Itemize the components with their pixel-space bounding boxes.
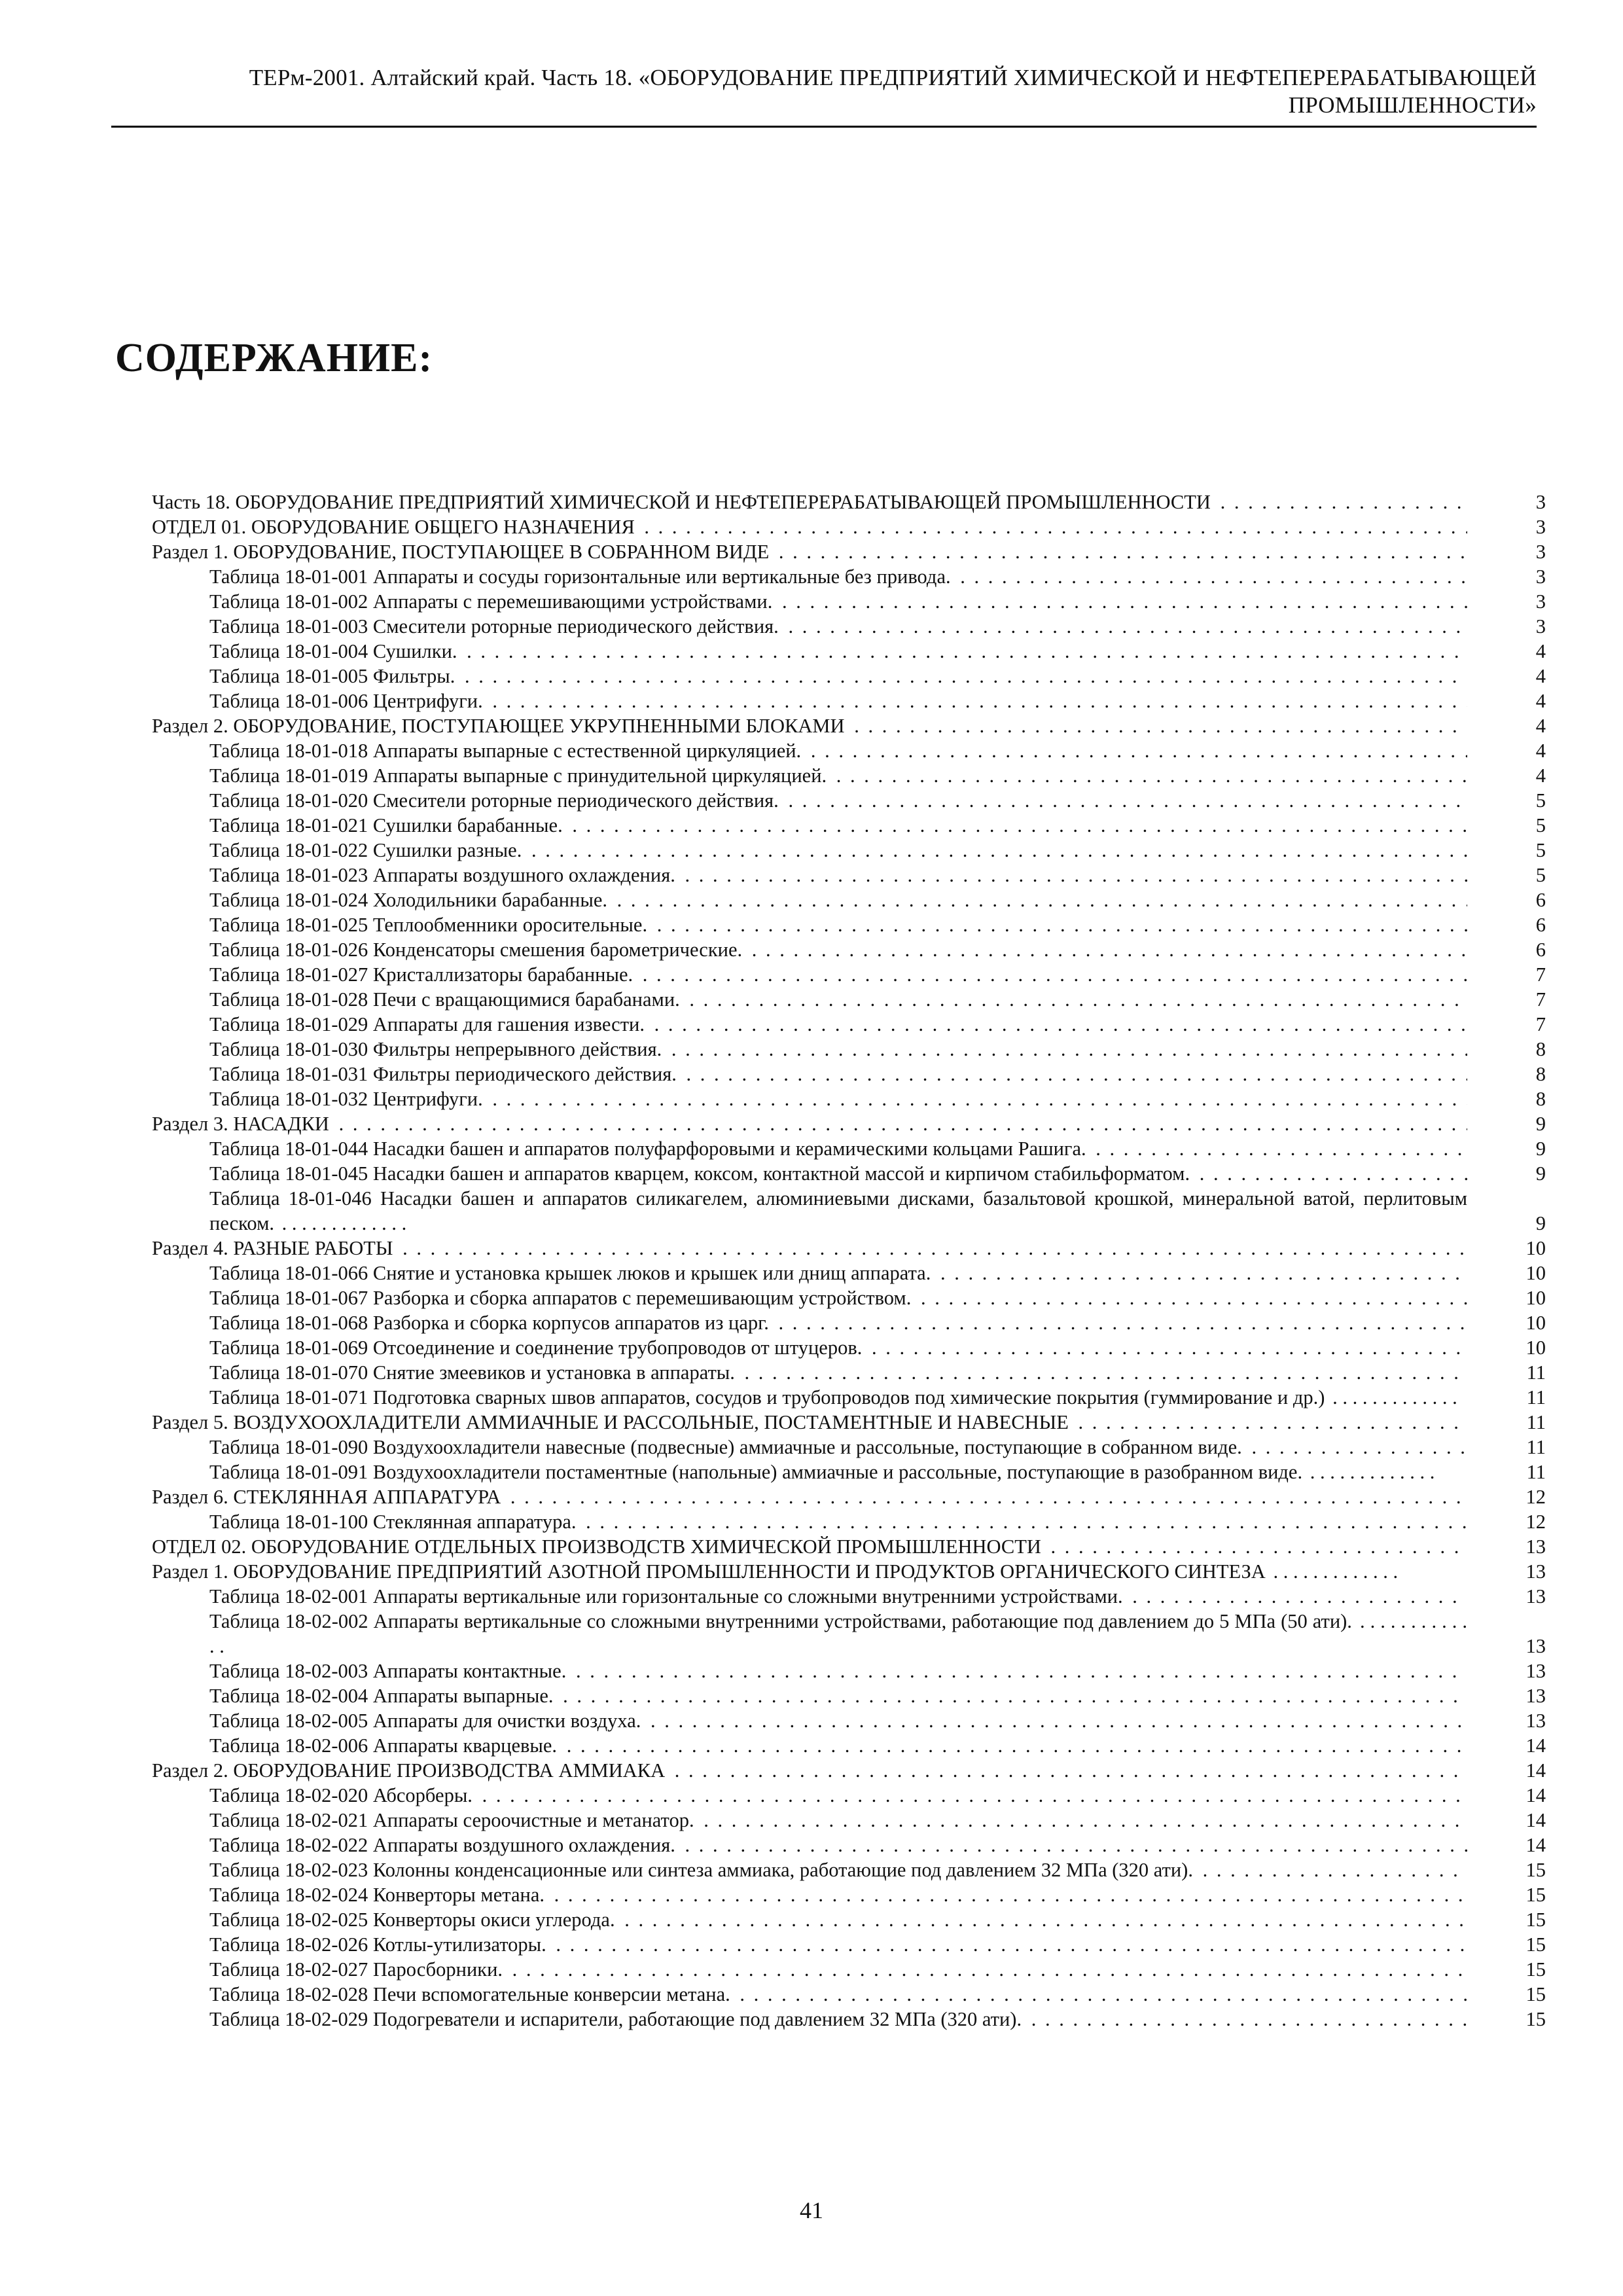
toc-entry[interactable]	[152, 1111, 1546, 1136]
toc-entry[interactable]	[152, 539, 1546, 564]
toc-entry-title: Таблица 18-01-069 Отсоединение и соединение трубопроводов от штуцеров.	[209, 1336, 865, 1359]
toc-entry-page: 13	[1525, 1585, 1546, 1607]
toc-entry[interactable]	[152, 987, 1546, 1012]
toc-entry[interactable]	[152, 1136, 1546, 1161]
toc-entry[interactable]	[152, 1857, 1546, 1882]
toc-entry-title: Раздел 2. ОБОРУДОВАНИЕ, ПОСТУПАЮЩЕЕ УКРУПНЕННЫМИ БЛОКАМИ	[152, 715, 847, 737]
contents-heading: СОДЕРЖАНИЕ:	[115, 336, 433, 380]
table-of-contents	[152, 490, 1546, 2032]
toc-entry-page: 6	[1535, 889, 1546, 911]
toc-entry-title: Таблица 18-01-001 Аппараты и сосуды горизонтальные или вертикальные без привода.	[209, 565, 954, 588]
toc-entry[interactable]	[152, 1907, 1546, 1932]
toc-entry-title: Таблица 18-02-001 Аппараты вертикальные или горизонтальные со сложными внутренними устройствами.	[209, 1585, 1126, 1607]
running-header-line-1: ТЕРм-2001. Алтайский край. Часть 18. «ОБОРУДОВАНИЕ ПРЕДПРИЯТИЙ ХИМИЧЕСКОЙ И НЕФТЕПЕРЕРАБАТЫВАЮЩЕЙ	[249, 65, 1537, 90]
toc-entry-title: Таблица 18-02-004 Аппараты выпарные.	[209, 1685, 556, 1707]
toc-entry-title: Таблица 18-01-100 Стеклянная аппаратура.	[209, 1511, 579, 1533]
toc-entry-page: 12	[1525, 1511, 1546, 1533]
toc-entry-title: Таблица 18-01-026 Конденсаторы смешения барометрические.	[209, 939, 745, 961]
toc-entry-page: 7	[1535, 988, 1546, 1011]
toc-entry-title: Таблица 18-02-003 Аппараты контактные.	[209, 1660, 569, 1682]
toc-entry[interactable]	[152, 1360, 1546, 1385]
toc-entry-title: Таблица 18-02-029 Подогреватели и испарители, работающие под давлением 32 МПа (320 ати).	[209, 2008, 1024, 2030]
toc-entry[interactable]	[152, 1584, 1546, 1609]
toc-entry-title: Таблица 18-02-021 Аппараты сероочистные и метанатор.	[209, 1809, 697, 1831]
toc-entry-title: Таблица 18-01-027 Кристаллизаторы барабанные.	[209, 963, 635, 986]
toc-entry-page: 11	[1526, 1386, 1546, 1408]
toc-entry[interactable]	[152, 614, 1546, 639]
toc-entry-page: 4	[1535, 740, 1546, 762]
toc-entry[interactable]	[152, 514, 1546, 539]
toc-entry-title: Таблица 18-01-002 Аппараты с перемешивающими устройствами.	[209, 590, 775, 613]
toc-entry-title: Таблица 18-02-002 Аппараты вертикальные со сложными внутренними устройствами, работающие под давлением до 5 МПа (50 ати).	[209, 1610, 1355, 1632]
toc-entry-title: Таблица 18-01-021 Сушилки барабанные.	[209, 814, 565, 836]
toc-entry-title: Таблица 18-02-006 Аппараты кварцевые.	[209, 1734, 560, 1757]
toc-entry[interactable]	[152, 1783, 1546, 1808]
toc-entry-page: 15	[1525, 1958, 1546, 1981]
toc-entry-title: Таблица 18-01-068 Разборка и сборка корпусов аппаратов из царг.	[209, 1312, 772, 1334]
toc-entry[interactable]	[152, 1982, 1546, 2007]
toc-entry[interactable]	[152, 1037, 1546, 1062]
toc-entry[interactable]	[152, 1534, 1546, 1559]
toc-entry-page: 13	[1525, 1685, 1546, 1707]
toc-entry-page: 11	[1526, 1461, 1546, 1483]
toc-entry-page: 15	[1525, 1859, 1546, 1881]
toc-entry-page: 6	[1535, 939, 1546, 961]
toc-entry[interactable]	[152, 813, 1546, 838]
toc-entry-page: 10	[1525, 1312, 1546, 1334]
toc-entry[interactable]	[152, 1932, 1546, 1957]
toc-entry-page: 4	[1535, 640, 1546, 662]
toc-entry[interactable]	[152, 1310, 1546, 1335]
toc-entry[interactable]: Таблица 18-01-046 Насадки башен и аппаратов силикагелем, алюминиевыми дисками, базальтовой крошкой, минеральной ватой, перлитовым песком. . . . . . . . . . . . . . 9	[209, 1187, 1546, 1234]
toc-entry[interactable]	[152, 1708, 1546, 1733]
toc-entry-page: 14	[1525, 1809, 1546, 1831]
toc-entry-page: 5	[1535, 839, 1546, 861]
toc-entry[interactable]	[152, 788, 1546, 813]
toc-entry[interactable]	[152, 1957, 1546, 1982]
toc-entry-title: Раздел 1. ОБОРУДОВАНИЕ ПРЕДПРИЯТИЙ АЗОТНОЙ ПРОМЫШЛЕННОСТИ И ПРОДУКТОВ ОРГАНИЧЕСКОГО СИНТЕЗА	[152, 1560, 1268, 1583]
toc-entry-title: Таблица 18-01-066 Снятие и установка крышек люков и крышек или днищ аппарата.	[209, 1262, 933, 1284]
toc-entry[interactable]	[152, 1062, 1546, 1086]
toc-entry-title: Раздел 2. ОБОРУДОВАНИЕ ПРОИЗВОДСТВА АММИАКА	[152, 1759, 668, 1782]
toc-entry[interactable]	[152, 912, 1546, 937]
toc-entry-page: 14	[1525, 1734, 1546, 1757]
toc-entry-page: 9	[1535, 1162, 1546, 1185]
toc-entry[interactable]	[152, 713, 1546, 738]
running-header	[111, 64, 1537, 119]
toc-entry[interactable]	[152, 1012, 1546, 1037]
toc-entry-title: Таблица 18-01-023 Аппараты воздушного охлаждения.	[209, 864, 678, 886]
toc-entry[interactable]	[152, 664, 1546, 689]
toc-entry[interactable]	[152, 490, 1546, 514]
toc-entry[interactable]	[152, 639, 1546, 664]
toc-entry-title: Таблица 18-01-020 Смесители роторные периодического действия.	[209, 789, 781, 812]
toc-entry-page: 13	[1525, 1710, 1546, 1732]
toc-entry-title: Таблица 18-02-027 Паросборники.	[209, 1958, 505, 1981]
running-header-line-2: ПРОМЫШЛЕННОСТИ»	[1288, 92, 1537, 118]
toc-entry-page: 4	[1535, 764, 1546, 787]
toc-entry-page: 13	[1525, 1560, 1546, 1583]
toc-entry[interactable]	[152, 838, 1546, 863]
toc-entry-page: 10	[1525, 1336, 1546, 1359]
toc-entry-page: 3	[1535, 590, 1546, 613]
toc-entry-title: Таблица 18-01-022 Сушилки разные.	[209, 839, 524, 861]
toc-entry-title: Таблица 18-01-091 Воздухоохладители постаментные (напольные) аммиачные и рассольные, поступающие в разобранном виде.	[209, 1461, 1305, 1483]
toc-entry-title: Таблица 18-01-018 Аппараты выпарные с естественной циркуляцией.	[209, 740, 804, 762]
toc-entry[interactable]	[152, 962, 1546, 987]
toc-entry-title: Таблица 18-01-004 Сушилки.	[209, 640, 460, 662]
toc-entry-page: 4	[1535, 690, 1546, 712]
toc-entry-title: Таблица 18-01-024 Холодильники барабанные.	[209, 889, 610, 911]
toc-entry-title: Таблица 18-01-032 Центрифуги.	[209, 1088, 486, 1110]
header-divider	[111, 126, 1537, 128]
toc-entry-title: Таблица 18-01-029 Аппараты для гашения извести.	[209, 1013, 647, 1035]
toc-entry-page: 11	[1526, 1436, 1546, 1458]
toc-entry[interactable]	[152, 1882, 1546, 1907]
toc-entry-title: Таблица 18-01-006 Центрифуги.	[209, 690, 486, 712]
toc-entry[interactable]	[152, 1086, 1546, 1111]
toc-entry-title: Таблица 18-01-044 Насадки башен и аппаратов полуфарфоровыми и керамическими кольцами Рашига.	[209, 1138, 1089, 1160]
toc-entry-title: Таблица 18-02-024 Конверторы метана.	[209, 1884, 547, 1906]
toc-entry-title: Раздел 4. РАЗНЫЕ РАБОТЫ	[152, 1237, 396, 1259]
toc-entry-page: 4	[1535, 715, 1546, 737]
toc-entry-title: Таблица 18-02-020 Абсорберы.	[209, 1784, 475, 1806]
toc-entry-page: 13	[1525, 1635, 1546, 1657]
toc-entry-page: 8	[1535, 1063, 1546, 1085]
toc-entry-title: Таблица 18-01-019 Аппараты выпарные с принудительной циркуляцией.	[209, 764, 829, 787]
toc-entry-page: 15	[1525, 1884, 1546, 1906]
toc-entry-page: 9	[1535, 1212, 1546, 1234]
page-number: 41	[800, 2197, 823, 2223]
toc-entry-title: Таблица 18-01-003 Смесители роторные периодического действия.	[209, 615, 781, 637]
toc-entry-title: Таблица 18-01-028 Печи с вращающимися барабанами.	[209, 988, 683, 1011]
toc-entry[interactable]	[152, 1683, 1546, 1708]
toc-entry[interactable]	[152, 1659, 1546, 1683]
toc-entry[interactable]	[152, 1758, 1546, 1783]
toc-entry[interactable]	[152, 1236, 1546, 1261]
toc-entry-page: 3	[1535, 615, 1546, 637]
toc-entry[interactable]	[152, 1285, 1546, 1310]
toc-entry-page: 5	[1535, 864, 1546, 886]
toc-entry-page: 3	[1535, 541, 1546, 563]
toc-entry-page: 7	[1535, 963, 1546, 986]
toc-entry-title: Раздел 3. НАСАДКИ	[152, 1113, 332, 1135]
toc-entry-title: Часть 18. ОБОРУДОВАНИЕ ПРЕДПРИЯТИЙ ХИМИЧЕСКОЙ И НЕФТЕПЕРЕРАБАТЫВАЮЩЕЙ ПРОМЫШЛЕННОСТИ	[152, 491, 1213, 513]
toc-entry-page: 14	[1525, 1784, 1546, 1806]
toc-entry[interactable]	[152, 1808, 1546, 1833]
toc-entry[interactable]	[152, 738, 1546, 763]
toc-entry-title: Раздел 1. ОБОРУДОВАНИЕ, ПОСТУПАЮЩЕЕ В СОБРАННОМ ВИДЕ	[152, 541, 772, 563]
toc-entry-title: Раздел 6. СТЕКЛЯННАЯ АППАРАТУРА	[152, 1486, 503, 1508]
toc-entry-title: Таблица 18-01-070 Снятие змеевиков и установка в аппараты.	[209, 1361, 738, 1384]
toc-entry-page: 11	[1526, 1361, 1546, 1384]
toc-entry[interactable]	[152, 2007, 1546, 2032]
toc-entry[interactable]: Таблица 18-02-002 Аппараты вертикальные со сложными внутренними устройствами, работающие под давлением до 5 МПа (50 ати). . . . . . . . . . . . . . 13	[209, 1610, 1546, 1657]
toc-entry-page: 3	[1535, 565, 1546, 588]
toc-entry-page: 13	[1525, 1535, 1546, 1558]
toc-entry-page: 5	[1535, 789, 1546, 812]
toc-entry-title: ОТДЕЛ 02. ОБОРУДОВАНИЕ ОТДЕЛЬНЫХ ПРОИЗВОДСТВ ХИМИЧЕСКОЙ ПРОМЫШЛЕННОСТИ	[152, 1535, 1044, 1558]
toc-entry[interactable]	[152, 1410, 1546, 1435]
toc-entry-page: 12	[1525, 1486, 1546, 1508]
toc-entry[interactable]	[152, 763, 1546, 788]
toc-entry-page: 8	[1535, 1088, 1546, 1110]
toc-entry-title: Таблица 18-02-028 Печи вспомогательные конверсии метана.	[209, 1983, 733, 2005]
toc-entry[interactable]	[152, 589, 1546, 614]
toc-entry-page: 9	[1535, 1113, 1546, 1135]
toc-entry[interactable]	[152, 1833, 1546, 1857]
toc-entry-title: Таблица 18-01-031 Фильтры периодического действия.	[209, 1063, 679, 1085]
toc-entry[interactable]	[152, 1509, 1546, 1534]
toc-entry[interactable]	[152, 1335, 1546, 1360]
toc-entry[interactable]	[152, 1484, 1546, 1509]
toc-entry[interactable]	[152, 564, 1546, 589]
toc-entry-title: Таблица 18-02-022 Аппараты воздушного охлаждения.	[209, 1834, 678, 1856]
toc-entry-page: 15	[1525, 1983, 1546, 2005]
toc-entry-page: 14	[1525, 1759, 1546, 1782]
toc-entry-page: 3	[1535, 491, 1546, 513]
toc-entry-title: Таблица 18-01-025 Теплообменники оросительные.	[209, 914, 650, 936]
toc-entry[interactable]	[152, 689, 1546, 713]
toc-entry-title: ОТДЕЛ 01. ОБОРУДОВАНИЕ ОБЩЕГО НАЗНАЧЕНИЯ	[152, 516, 637, 538]
toc-entry-page: 15	[1525, 1909, 1546, 1931]
toc-entry-title: Таблица 18-01-067 Разборка и сборка аппаратов с перемешивающим устройством.	[209, 1287, 914, 1309]
toc-entry-page: 14	[1525, 1834, 1546, 1856]
toc-entry-title: Раздел 5. ВОЗДУХООХЛАДИТЕЛИ АММИАЧНЫЕ И РАССОЛЬНЫЕ, ПОСТАМЕНТНЫЕ И НАВЕСНЫЕ	[152, 1411, 1071, 1433]
toc-entry-page: 10	[1525, 1262, 1546, 1284]
toc-entry-title: Таблица 18-01-046 Насадки башен и аппаратов силикагелем, алюминиевыми дисками, базальтовой крошкой, минеральной ватой, перлитовым песком.	[209, 1187, 1467, 1234]
toc-entry[interactable]	[152, 1435, 1546, 1460]
toc-entry-page: 11	[1526, 1411, 1546, 1433]
toc-entry-page: 3	[1535, 516, 1546, 538]
toc-entry-page: 6	[1535, 914, 1546, 936]
toc-entry-page: 10	[1525, 1237, 1546, 1259]
toc-entry-page: 15	[1525, 2008, 1546, 2030]
toc-entry-title: Таблица 18-01-030 Фильтры непрерывного действия.	[209, 1038, 664, 1060]
toc-entry-page: 5	[1535, 814, 1546, 836]
toc-entry-title: Таблица 18-02-005 Аппараты для очистки воздуха.	[209, 1710, 643, 1732]
toc-entry[interactable]	[152, 863, 1546, 888]
toc-entry[interactable]: Таблица 18-01-071 Подготовка сварных швов аппаратов, сосудов и трубопроводов под химические покрытия (гуммирование и др.) . . . . . . . . . . . . . 11	[209, 1386, 1546, 1408]
toc-entry-title: Таблица 18-01-005 Фильтры.	[209, 665, 457, 687]
toc-entry-title: Таблица 18-02-025 Конверторы окиси углерода.	[209, 1909, 618, 1931]
toc-entry[interactable]	[152, 1161, 1546, 1186]
toc-entry[interactable]	[152, 1261, 1546, 1285]
toc-entry[interactable]	[152, 937, 1546, 962]
toc-entry[interactable]: Таблица 18-01-091 Воздухоохладители постаментные (напольные) аммиачные и рассольные, поступающие в разобранном виде. . . . . . . . . . . . . . 11	[209, 1461, 1546, 1483]
toc-entry-title: Таблица 18-01-090 Воздухоохладители навесные (подвесные) аммиачные и рассольные, поступающие в собранном виде.	[209, 1436, 1245, 1458]
toc-entry-page: 8	[1535, 1038, 1546, 1060]
toc-entry-page: 13	[1525, 1660, 1546, 1682]
toc-entry[interactable]	[152, 888, 1546, 912]
toc-entry-page: 9	[1535, 1138, 1546, 1160]
toc-entry-page: 15	[1525, 1933, 1546, 1956]
toc-entry[interactable]	[152, 1733, 1546, 1758]
toc-entry-title: Таблица 18-02-026 Котлы-утилизаторы.	[209, 1933, 549, 1956]
toc-entry-page: 7	[1535, 1013, 1546, 1035]
toc-entry-title: Таблица 18-01-071 Подготовка сварных швов аппаратов, сосудов и трубопроводов под химические покрытия (гуммирование и др.)	[209, 1386, 1327, 1408]
toc-entry-title: Таблица 18-02-023 Колонны конденсационные или синтеза аммиака, работающие под давлением 32 МПа (320 ати).	[209, 1859, 1196, 1881]
toc-entry-page: 4	[1535, 665, 1546, 687]
toc-entry-page: 10	[1525, 1287, 1546, 1309]
toc-entry-title: Таблица 18-01-045 Насадки башен и аппаратов кварцем, коксом, контактной массой и кирпичом стабильформатом.	[209, 1162, 1192, 1185]
toc-entry[interactable]: Раздел 1. ОБОРУДОВАНИЕ ПРЕДПРИЯТИЙ АЗОТНОЙ ПРОМЫШЛЕННОСТИ И ПРОДУКТОВ ОРГАНИЧЕСКОГО СИНТЕЗА . . . . . . . . . . . . . 13	[152, 1560, 1546, 1583]
